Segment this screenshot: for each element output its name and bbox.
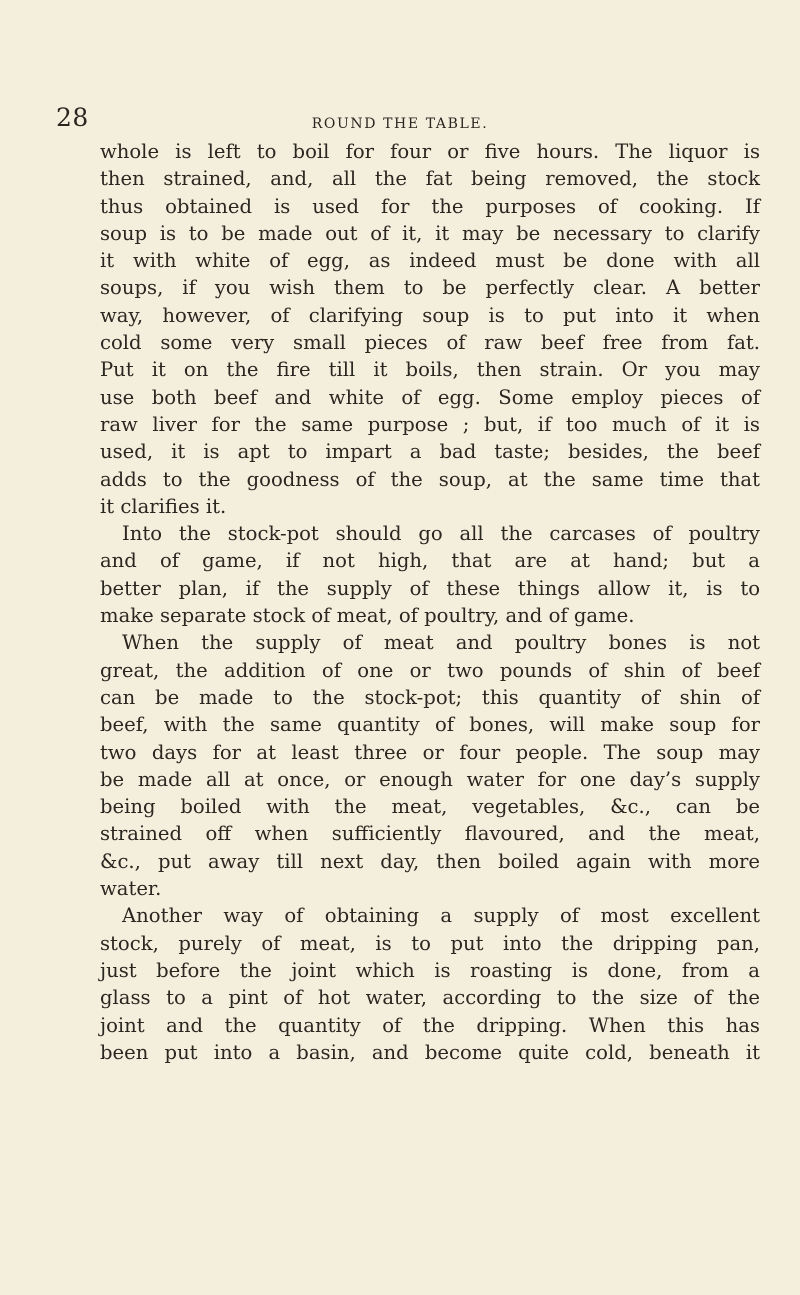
text-line: use both beef and white of egg. Some employ pieces of <box>100 385 760 409</box>
text-line: two days for at least three or four people. The soup may <box>100 740 760 764</box>
text-line: it clarifies it. <box>100 494 227 518</box>
text-line: glass to a pint of hot water, according to the size of the <box>100 986 760 1010</box>
text-line: used, it is apt to impart a bad taste; besides, the beef <box>100 440 760 464</box>
text-line: it with white of egg, as indeed must be done with all <box>100 249 760 273</box>
text-line: way, however, of clarifying soup is to put into it when <box>100 303 760 327</box>
text-line: then strained, and, all the fat being removed, the stock <box>100 167 760 191</box>
text-line: thus obtained is used for the purposes of cooking. If <box>100 194 760 218</box>
text-line: &c., put away till next day, then boiled again with more <box>100 849 760 873</box>
text-line: being boiled with the meat, vegetables, &c., can be <box>100 795 760 819</box>
text-line: soup is to be made out of it, it may be necessary to clarify <box>100 221 760 245</box>
text-line: better plan, if the supply of these things allow it, is to <box>100 576 760 600</box>
running-head: ROUND THE TABLE. <box>311 116 489 132</box>
text-line: beef, with the same quantity of bones, will make soup for <box>100 713 760 737</box>
text-line: stock, purely of meat, is to put into the dripping pan, <box>100 931 760 955</box>
text-line: great, the addition of one or two pounds of shin of beef <box>100 658 760 682</box>
text-line: adds to the goodness of the soup, at the same time that <box>100 467 760 491</box>
text-line: cold some very small pieces of raw beef free from fat. <box>100 331 760 355</box>
text-line: Another way of obtaining a supply of most excellent <box>122 904 760 928</box>
text-line: soups, if you wish them to be perfectly clear. A better <box>100 276 760 300</box>
text-line: can be made to the stock-pot; this quantity of shin of <box>100 685 760 709</box>
text-line: When the supply of meat and poultry bones is not <box>122 631 760 655</box>
text-line: raw liver for the same purpose ; but, if too much of it is <box>100 412 760 436</box>
body-text <box>100 138 760 1066</box>
text-line: just before the joint which is roasting is done, from a <box>100 958 760 982</box>
text-line: and of game, if not high, that are at hand; but a <box>100 549 760 573</box>
text-line: been put into a basin, and become quite cold, beneath it <box>100 1040 760 1064</box>
text-line: strained off when sufficiently flavoured, and the meat, <box>100 822 760 846</box>
text-line: make separate stock of meat, of poultry, and of game. <box>100 604 635 628</box>
page-number: 28 <box>56 103 89 132</box>
text-line: joint and the quantity of the dripping. When this has <box>100 1013 760 1037</box>
text-line: Into the stock-pot should go all the carcases of poultry <box>122 522 760 546</box>
text-line: water. <box>100 877 162 901</box>
text-line: whole is left to boil for four or five hours. The liquor is <box>100 140 760 163</box>
text-line: be made all at once, or enough water for one day’s supply <box>100 767 760 791</box>
text-line: Put it on the fire till it boils, then strain. Or you may <box>100 358 760 382</box>
